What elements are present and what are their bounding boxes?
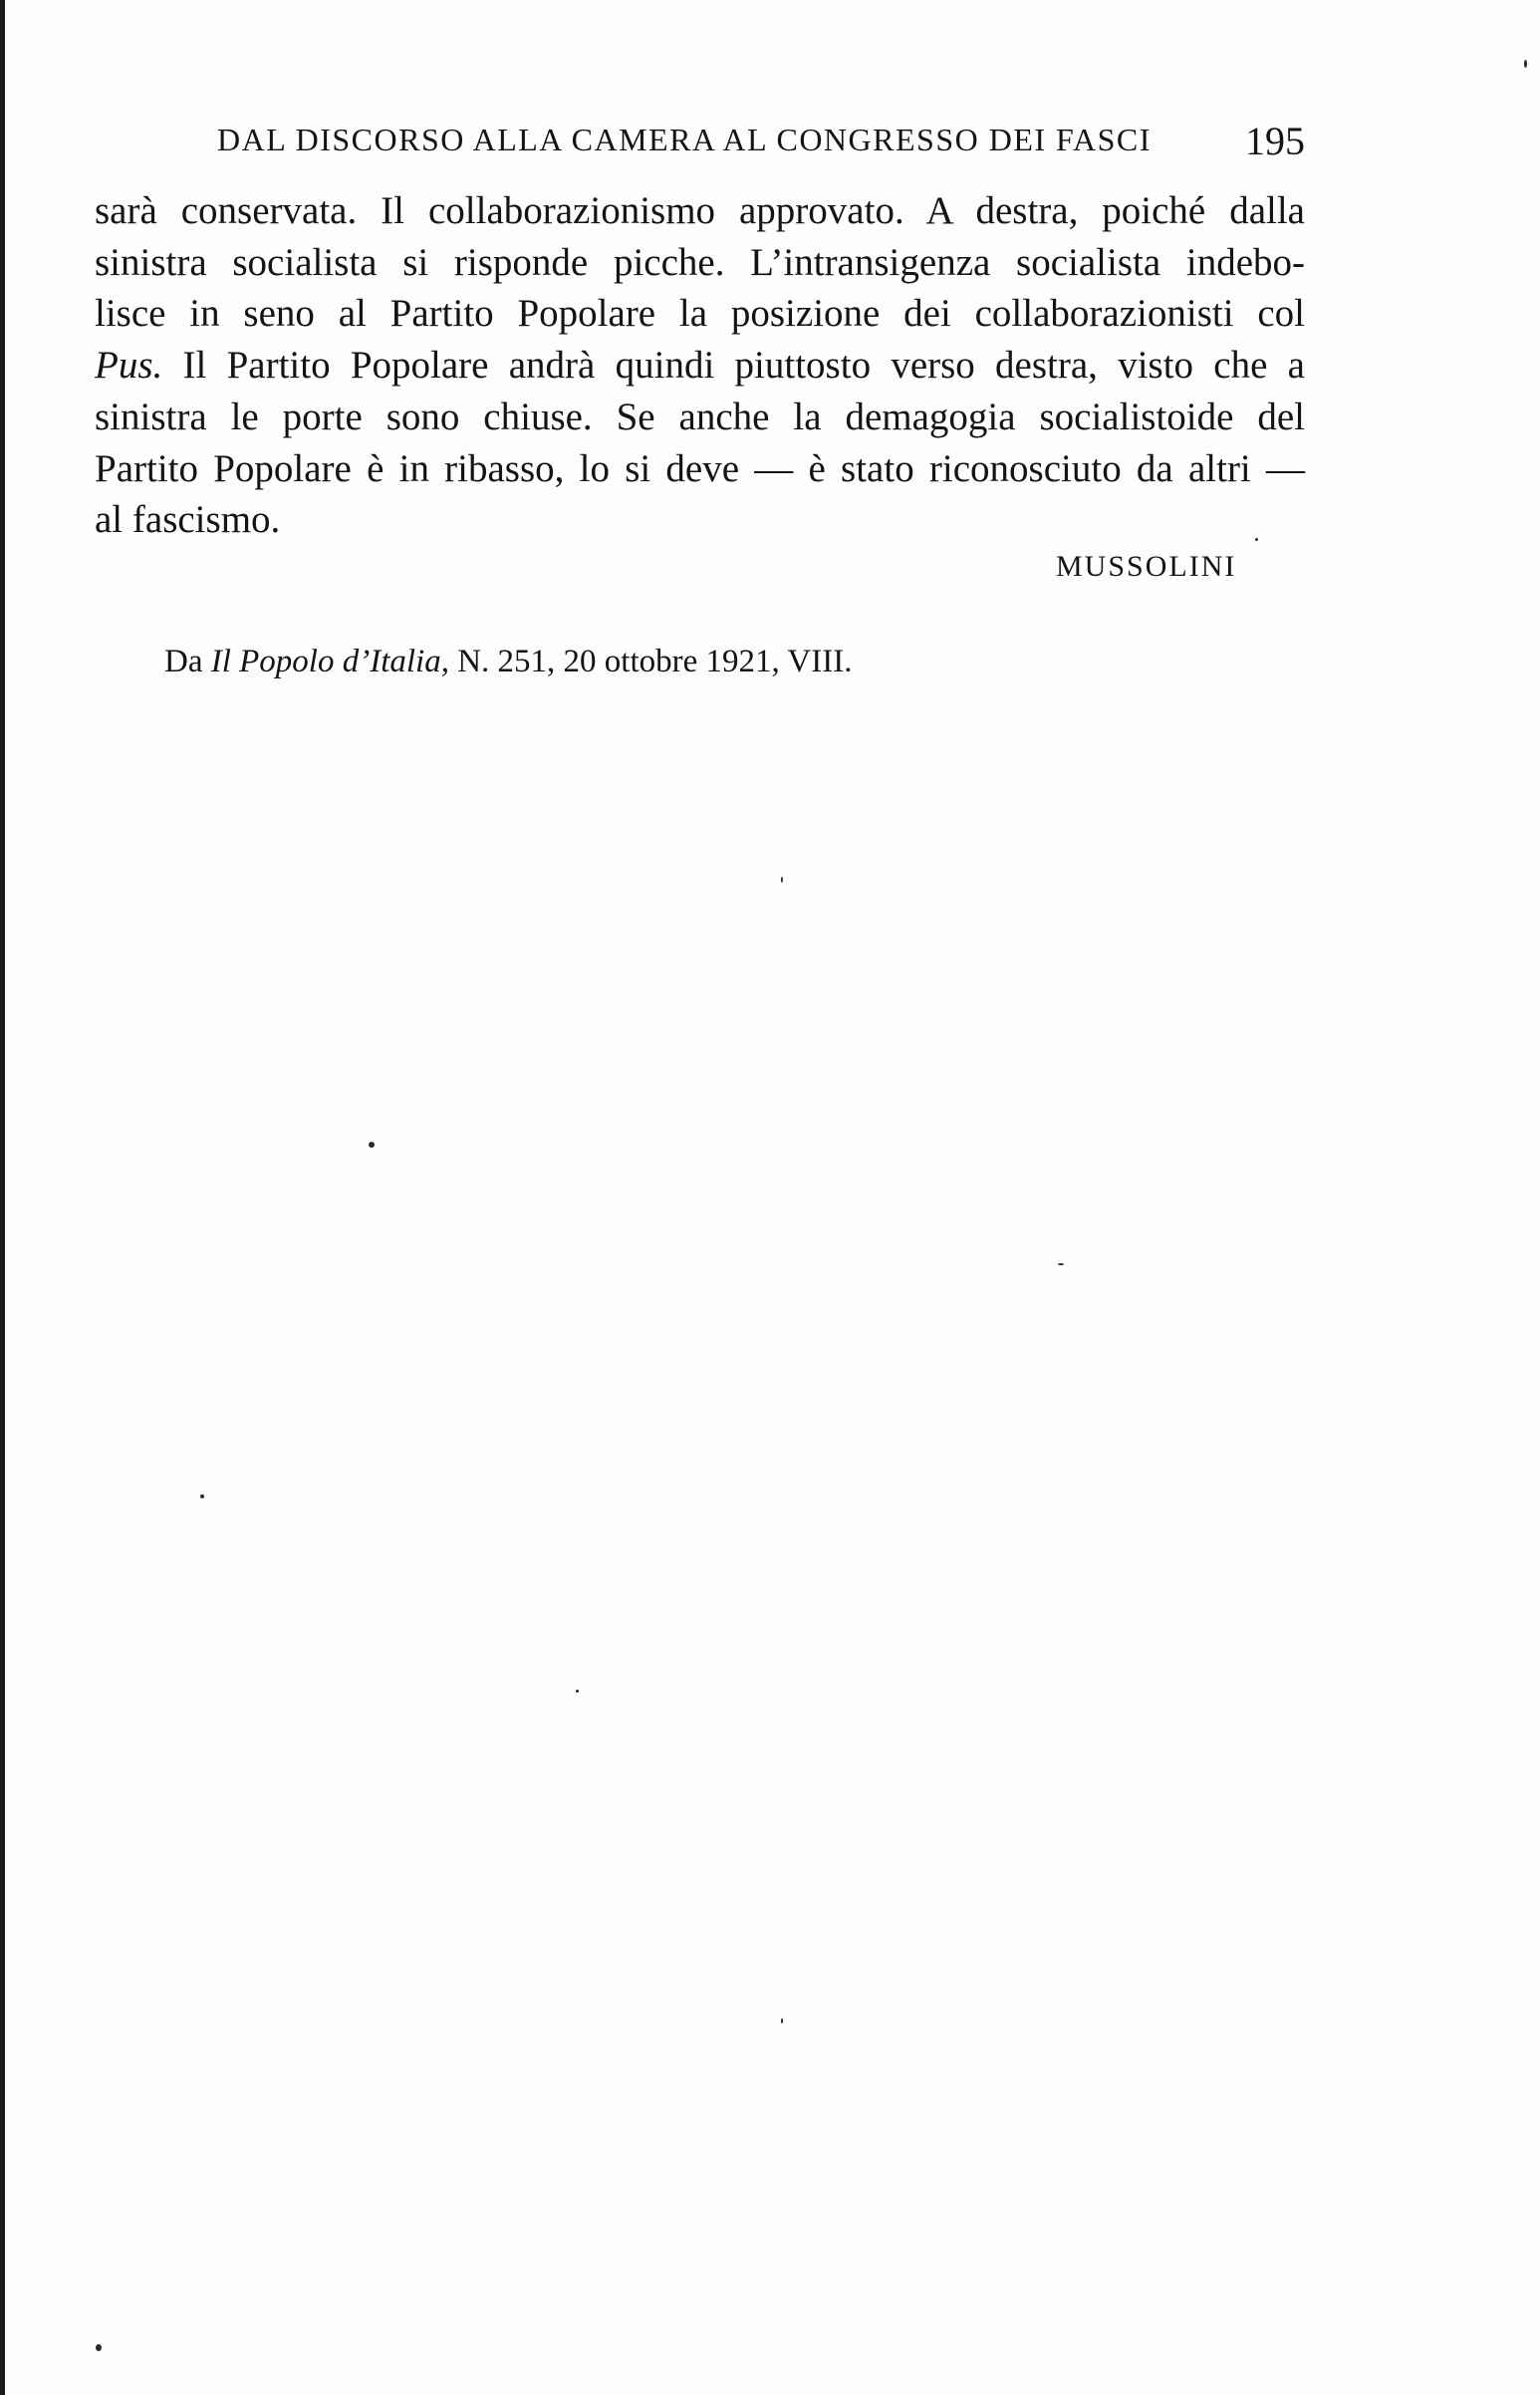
text-line: sinistra le porte sono chiuse. Se anche la demagogia socialistoide del (95, 395, 1305, 438)
scan-speck (576, 1690, 579, 1693)
text-line: Partito Popolare è in ribasso, lo si deve — è stato riconosciuto da altri — (95, 446, 1305, 490)
citation-prefix: Da (164, 644, 211, 679)
body-paragraph (95, 185, 1305, 546)
scan-speck (1058, 1263, 1064, 1265)
publication-title: Il Popolo d’Italia, (210, 644, 449, 679)
italic-abbreviation: Pus. (95, 344, 163, 388)
scan-speck (1524, 60, 1527, 68)
scan-speck (781, 2018, 783, 2023)
text-line: lisce in seno al Partito Popolare la posizione dei collaborazionisti col (95, 292, 1305, 336)
running-head-title: DAL DISCORSO ALLA CAMERA AL CONGRESSO DEI FASCI (217, 122, 1152, 157)
running-head (217, 119, 1305, 171)
text-run: Il Partito Popolare andrà quindi piuttosto verso destra, visto che a (162, 344, 1305, 388)
page-binding-edge (0, 0, 5, 2395)
citation-details: N. 251, 20 ottobre 1921, VIII. (448, 644, 853, 679)
page-number: 195 (1245, 119, 1305, 163)
source-citation (164, 644, 852, 680)
text-line: sinistra socialista si risponde picche. L’intransigenza socialista indebo- (95, 240, 1305, 284)
scan-speck (781, 877, 783, 883)
scan-speck (1255, 538, 1258, 541)
scan-speck (369, 1142, 375, 1148)
scan-speck (200, 1494, 204, 1498)
text-line: sarà conservata. Il collaborazionismo approvato. A destra, poiché dalla (95, 189, 1305, 232)
text-line (95, 340, 1305, 392)
text-line: al fascismo. (95, 498, 281, 542)
author-signature: MUSSOLINI (1056, 550, 1237, 583)
scan-speck (96, 2344, 102, 2351)
